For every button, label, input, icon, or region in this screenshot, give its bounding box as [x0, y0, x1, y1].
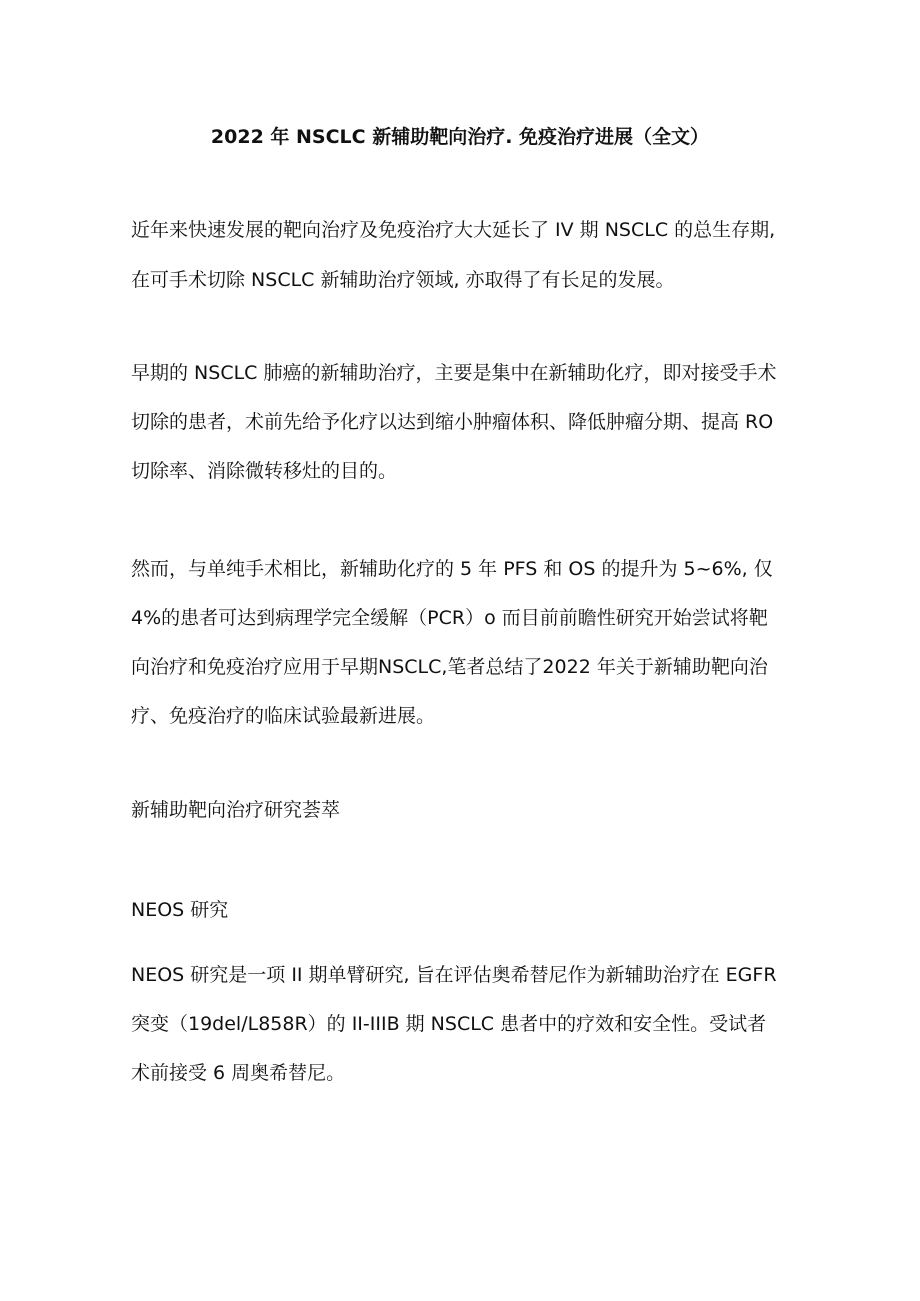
paragraph-3-line-4: 疗、免疫治疗的临床试验最新进展。	[131, 705, 436, 727]
neos-paragraph-line-3: 术前接受 6 周奥希替尼。	[131, 1062, 346, 1084]
section-heading: 新辅助靶向治疗研究荟萃	[131, 799, 341, 821]
paragraph-1-line-1: 近年来快速发展的靶向治疗及免疫治疗大大延长了 IV 期 NSCLC 的总生存期,	[131, 219, 776, 241]
paragraph-3-line-3: 向治疗和免疫治疗应用于早期NSCLC,笔者总结了2022 年关于新辅助靶向治	[131, 656, 768, 678]
paragraph-3-line-1: 然而，与单纯手术相比，新辅助化疗的 5 年 PFS 和 OS 的提升为 5~6%, 仅	[131, 558, 773, 580]
neos-paragraph-line-1: NEOS 研究是一项 II 期单臂研究, 旨在评估奥希替尼作为新辅助治疗在 EGFR	[131, 964, 777, 986]
neos-paragraph-line-2: 突变（19del∕L858R）的 II-IIIB 期 NSCLC 患者中的疗效和安全性。受试者	[131, 1013, 767, 1035]
paragraph-2-line-2: 切除的患者，术前先给予化疗以达到缩小肿瘤体积、降低肿瘤分期、提高 RO	[131, 411, 774, 433]
paragraph-1-line-2: 在可手术切除 NSCLC 新辅助治疗领域, 亦取得了有长足的发展。	[131, 269, 675, 291]
paragraph-3-line-2: 4%的患者可达到病理学完全缓解（PCR）o 而目前前瞻性研究开始尝试将靶	[131, 607, 768, 629]
subsection-heading: NEOS 研究	[131, 899, 229, 921]
paragraph-2-line-1: 早期的 NSCLC 肺癌的新辅助治疗，主要是集中在新辅助化疗，即对接受手术	[131, 362, 777, 384]
paragraph-2-line-3: 切除率、消除微转移灶的目的。	[131, 460, 398, 482]
document-title: 2022 年 NSCLC 新辅助靶向治疗. 免疫治疗进展（全文）	[210, 126, 710, 148]
